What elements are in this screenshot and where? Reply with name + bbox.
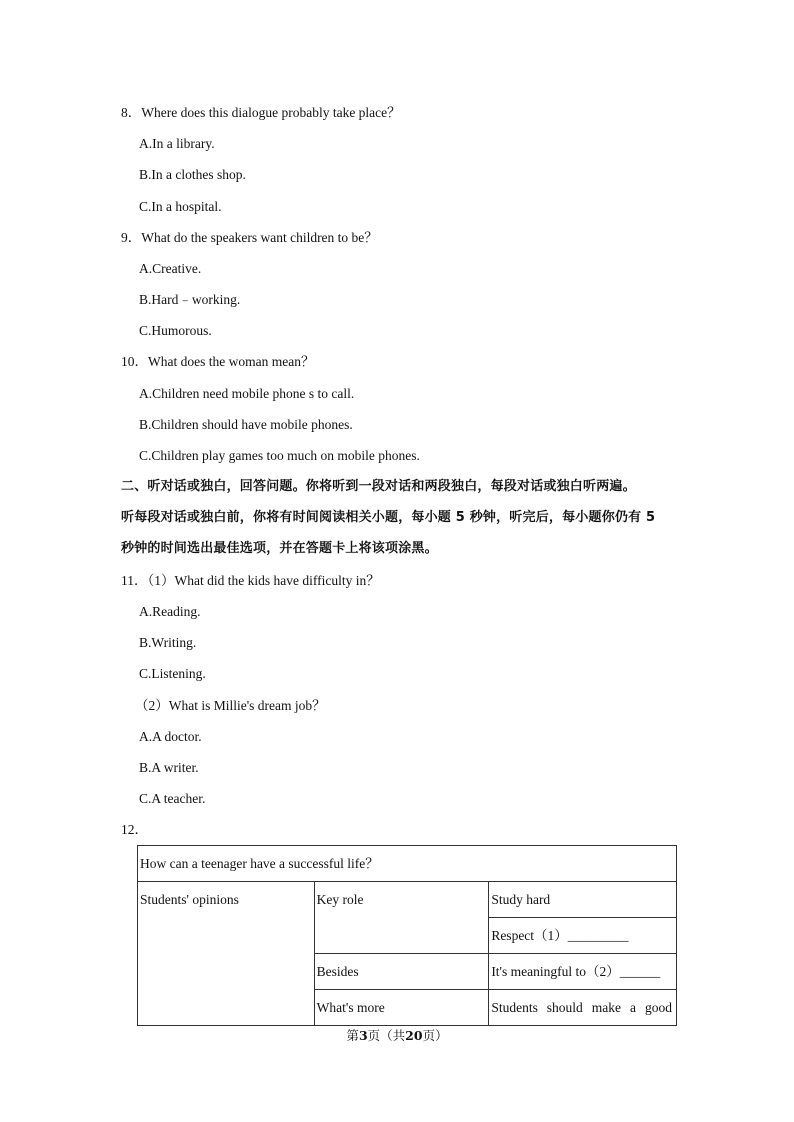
cell-text: Students' opinions (140, 892, 239, 907)
section-instruction-line: 听每段对话或独白前，你将有时间阅读相关小题，每小题 5 秒钟，听完后，每小题你仍有 5 (121, 510, 656, 525)
table-cell (314, 954, 489, 990)
question-stem: 9．What do the speakers want children to be？ (121, 230, 378, 245)
page-footer (0, 1026, 794, 1044)
section-instruction-line: 二、听对话或独白，回答问题。你将听到一段对话和两段独白，每段对话或独白听两遍。 (121, 479, 636, 494)
question-stem: 11．（1）What did the kids have difficulty in？ (121, 573, 380, 588)
option-a: A.Reading. (139, 604, 201, 619)
option-a: A.In a library. (139, 136, 215, 151)
cell-text: Study hard (491, 892, 551, 907)
option-b: B.Hard﹣working. (139, 292, 241, 307)
option-a: A.Creative. (139, 261, 202, 276)
option-a: A.A doctor. (139, 729, 202, 744)
sub-question-stem: （2）What is Millie's dream job？ (135, 698, 326, 713)
cell-text: What's more (316, 1000, 385, 1015)
table-cell (314, 882, 489, 954)
table-row (138, 846, 677, 882)
notes-table (137, 845, 677, 1026)
cell-text: Besides (316, 964, 359, 979)
table-title-cell (138, 846, 677, 882)
cell-text: Students should make a good (491, 1000, 672, 1015)
footer-suffix: 页） (422, 1028, 448, 1043)
footer-prefix: 第 (346, 1028, 359, 1043)
option-c: C.Children play games too much on mobile phones. (139, 448, 420, 463)
option-b: B.Writing. (139, 635, 197, 650)
table-cell (138, 882, 315, 1026)
footer-mid: 页（共 (367, 1028, 406, 1043)
cell-text: It's meaningful to（2）______ (491, 964, 661, 979)
option-a: A.Children need mobile phone s to call. (139, 386, 355, 401)
question-stem: 8．Where does this dialogue probably take place？ (121, 105, 401, 120)
table-title: How can a teenager have a successful life？ (140, 856, 379, 871)
question-stem: 10．What does the woman mean？ (121, 354, 315, 369)
table-cell (489, 882, 677, 918)
cell-text: Key role (316, 892, 364, 907)
option-b: B.In a clothes shop. (139, 167, 246, 182)
table-cell (489, 954, 677, 990)
table-cell (489, 918, 677, 954)
option-c: C.Humorous. (139, 323, 212, 338)
option-b: B.A writer. (139, 760, 199, 775)
table-cell (314, 990, 489, 1026)
question-12-label: 12． (121, 822, 148, 837)
option-c: C.In a hospital. (139, 199, 222, 214)
option-c: C.Listening. (139, 666, 206, 681)
option-c: C.A teacher. (139, 791, 206, 806)
section-instruction-line: 秒钟的时间选出最佳选项，并在答题卡上将该项涂黑。 (121, 541, 438, 556)
cell-text: Respect（1）_________ (491, 928, 629, 943)
table-row (138, 882, 677, 918)
option-b: B.Children should have mobile phones. (139, 417, 353, 432)
table-cell (489, 990, 677, 1026)
page-number: 3 (358, 1028, 368, 1043)
total-pages: 20 (405, 1028, 423, 1043)
